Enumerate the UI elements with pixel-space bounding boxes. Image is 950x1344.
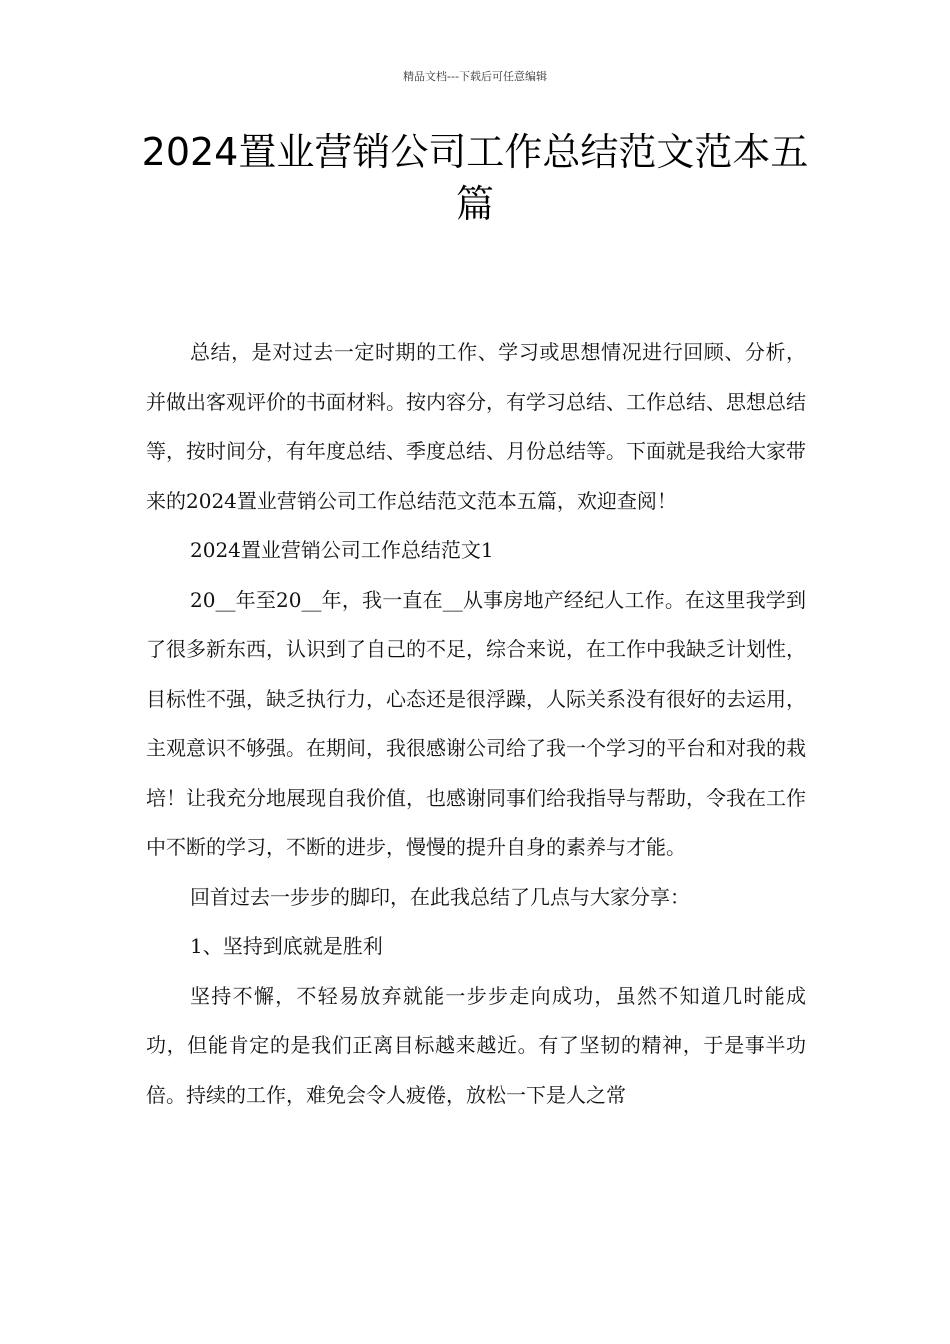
body-paragraph: 20__年至20__年，我一直在__从事房地产经纪人工作。在这里我学到了很多新东西，认识到了自己的不足，综合来说，在工作中我缺乏计划性，目标性不强，缺乏执行力，心态还是很浮躁，人际关系没有很好的去运用，主观意识不够强。在期间，我很感谢公司给了我一个学习的平台和对我的栽培！让我充分地展现自我价值，也感谢同事们给我指导与帮助，令我在工作中不断的学习，不断的进步，慢慢的提升自身的素养与才能。 xyxy=(146,587,806,859)
body-paragraph: 坚持不懈，不轻易放弃就能一步步走向成功，虽然不知道几时能成功，但能肯定的是我们正离目标越来越近。有了坚韧的精神，于是事半功倍。持续的工作，难免会令人疲倦，放松一下是人之常 xyxy=(146,983,806,1107)
subheading: 1、坚持到底就是胜利 xyxy=(190,934,383,958)
document-body xyxy=(146,328,806,1120)
intro-paragraph: 总结，是对过去一定时期的工作、学习或思想情况进行回顾、分析，并做出客观评价的书面材料。按内容分，有学习总结、工作总结、思想总结等，按时间分，有年度总结、季度总结、月份总结等。下面就是我给大家带来的2024置业营销公司工作总结范文范本五篇，欢迎查阅！ xyxy=(146,340,806,513)
body-paragraph: 回首过去一步步的脚印，在此我总结了几点与大家分享： xyxy=(190,884,690,909)
header-note: 精品文档---下载后可任意编辑 xyxy=(403,70,547,83)
document-title: 2024置业营销公司工作总结范文范本五篇 xyxy=(141,130,809,226)
section-heading: 2024置业营销公司工作总结范文1 xyxy=(190,538,494,562)
